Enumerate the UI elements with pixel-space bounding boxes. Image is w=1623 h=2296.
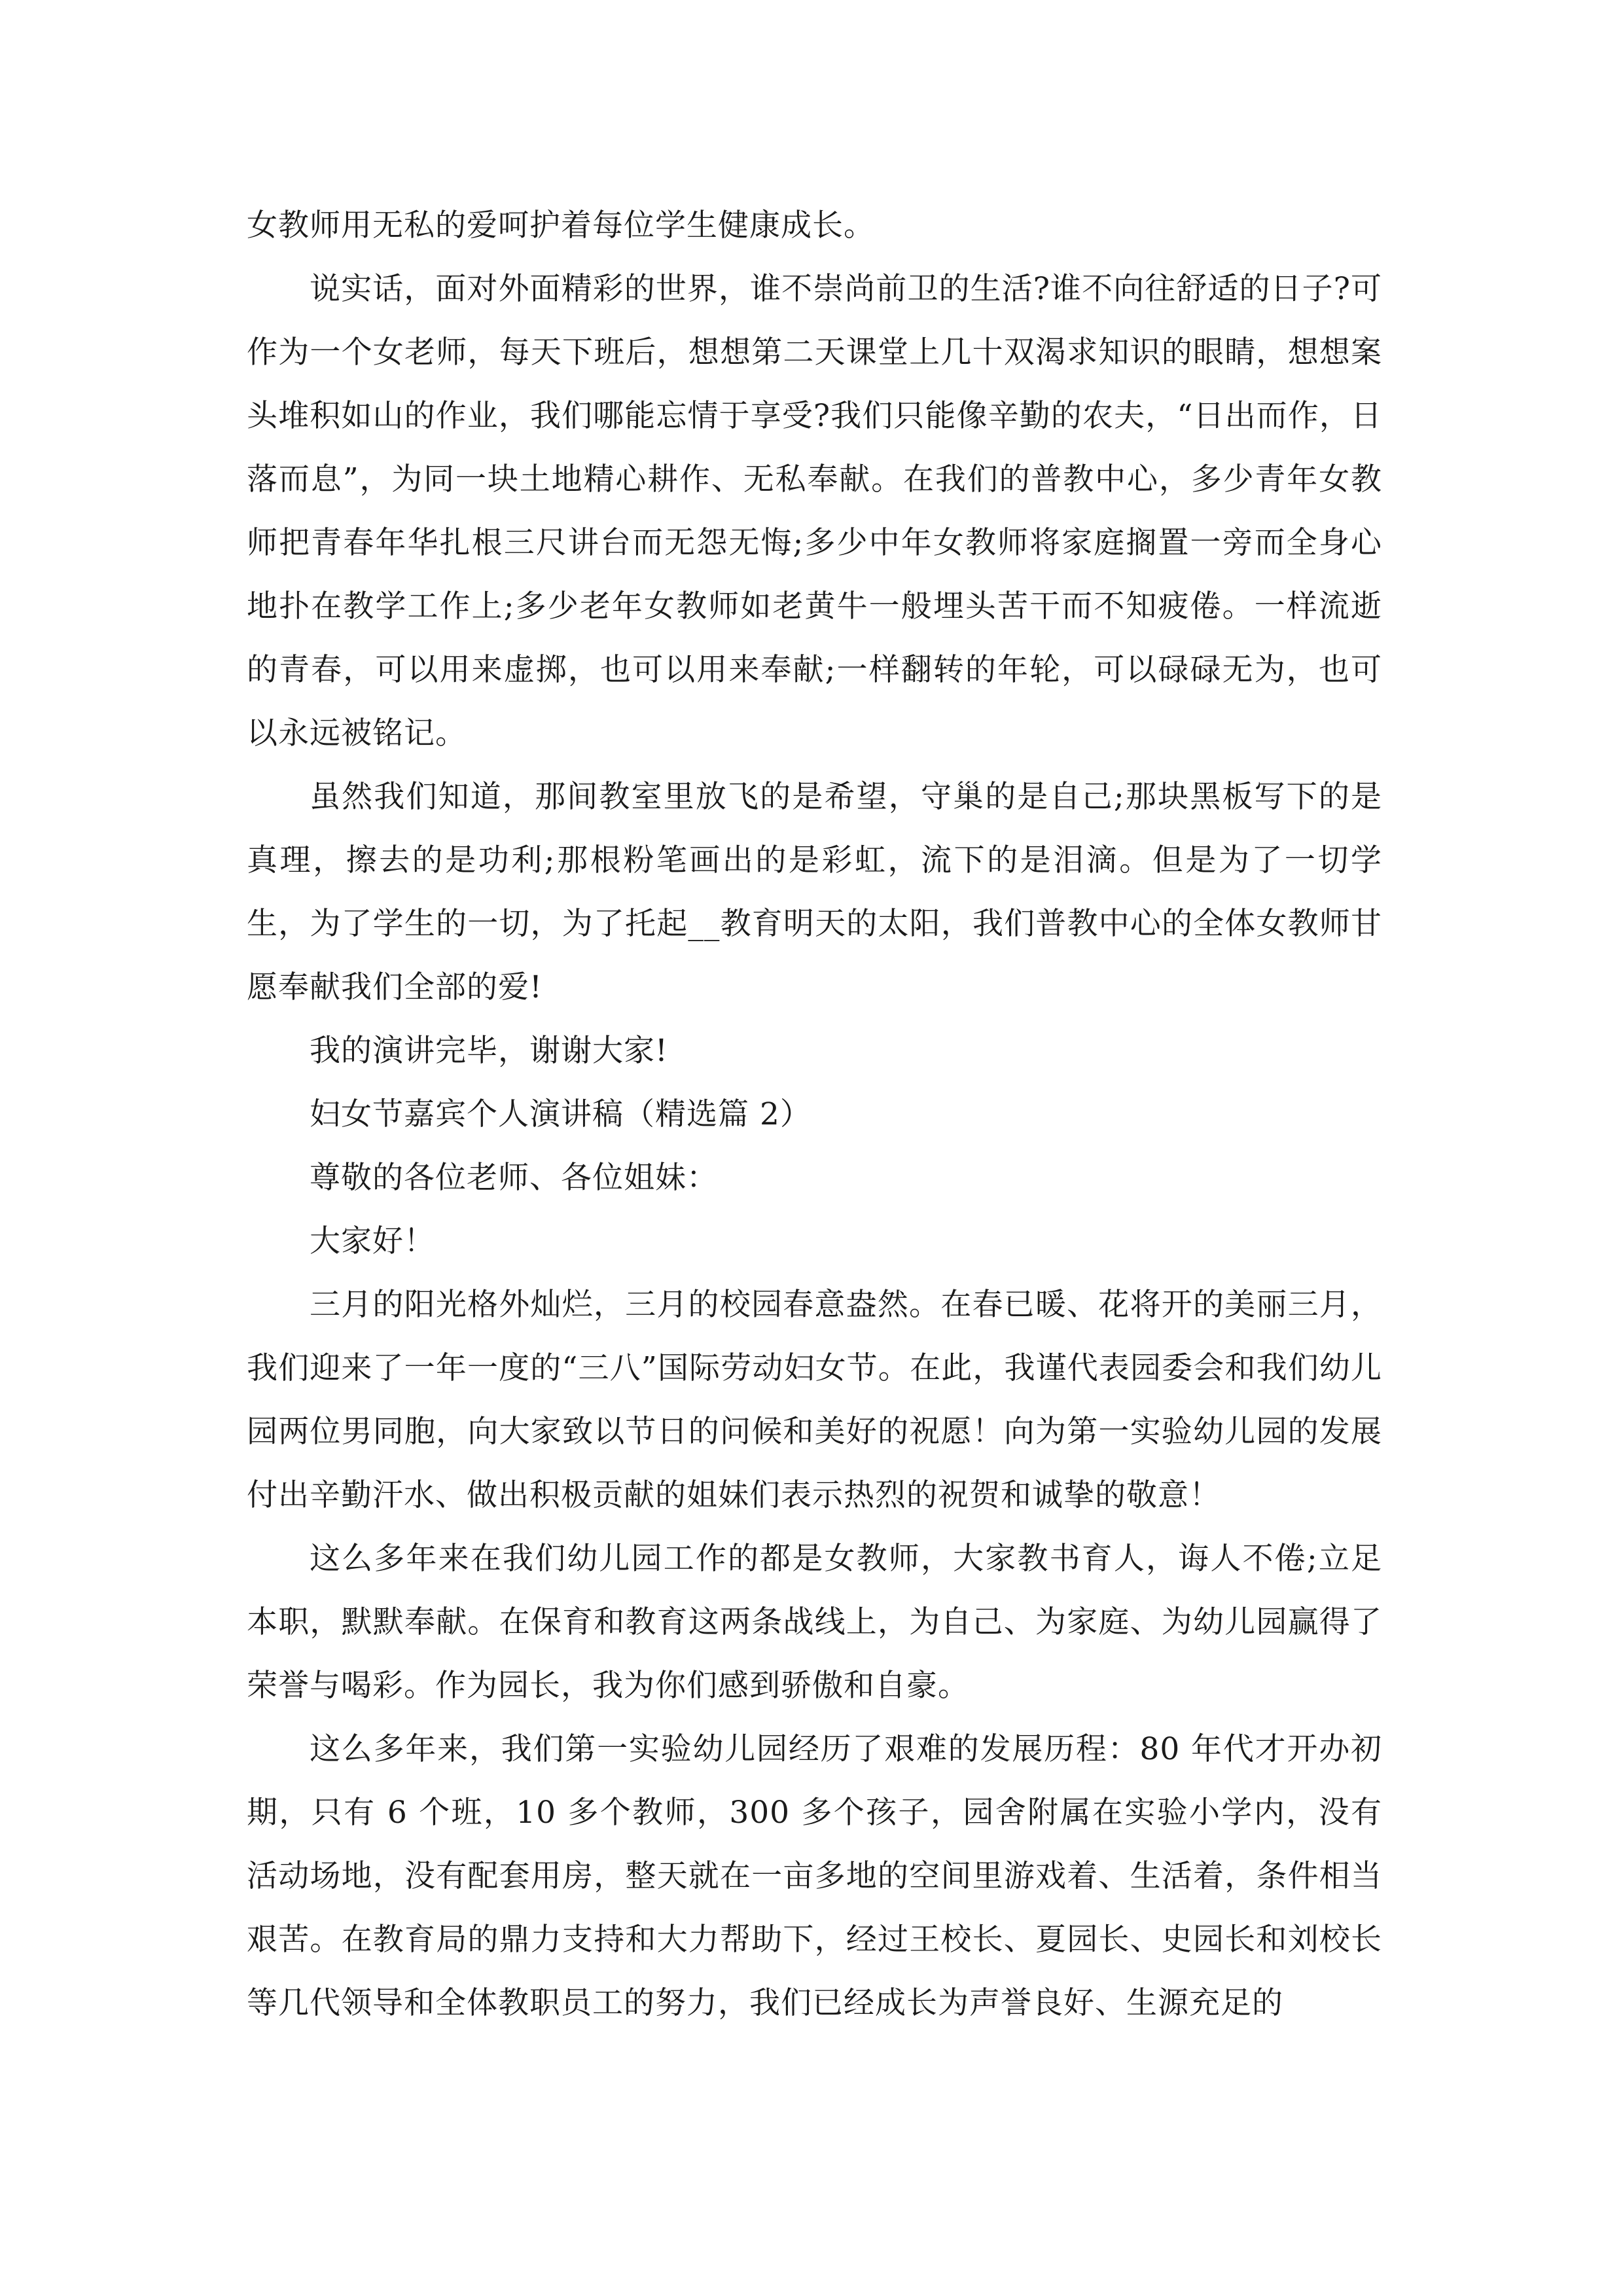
greeting: 大家好！: [310, 1223, 435, 1259]
paragraph: 虽然我们知道，那间教室里放飞的是希望，守巢的是自己;那块黑板写下的是真理，擦去的是功利;那根粉笔画出的是彩虹，流下的是泪滴。但是为了一切学生，为了学生的一切，为了托起__教育明天的太阳，我们普教中心的全体女教师甘愿奉献我们全部的爱!: [247, 779, 1382, 1005]
paragraph: 这么多年来在我们幼儿园工作的都是女教师，大家教书育人，诲人不倦;立足本职，默默奉献。在保育和教育这两条战线上，为自己、为家庭、为幼儿园赢得了荣誉与喝彩。作为园长，我为你们感到骄傲和自豪。: [247, 1541, 1382, 1704]
salutation: 尊敬的各位老师、各位姐妹：: [310, 1160, 718, 1196]
paragraph: 三月的阳光格外灿烂，三月的校园春意盎然。在春已暖、花将开的美丽三月，我们迎来了一年一度的“三八”国际劳动妇女节。在此，我谨代表园委会和我们幼儿园两位男同胞，向大家致以节日的问候和美好的祝愿！向为第一实验幼儿园的发展付出辛勤汗水、做出积极贡献的姐妹们表示热烈的祝贺和诚挚的敬意！: [247, 1287, 1382, 1513]
section-heading: 妇女节嘉宾个人演讲稿（精选篇 2）: [310, 1096, 812, 1132]
paragraph: 我的演讲完毕，谢谢大家!: [310, 1033, 668, 1069]
paragraph: 这么多年来，我们第一实验幼儿园经历了艰难的发展历程：80 年代才开办初期，只有 6 个班，10 多个教师，300 多个孩子，园舍附属在实验小学内，没有活动场地，没有配套用房，整天就在一亩多地的空间里游戏着、生活着，条件相当艰苦。在教育局的鼎力支持和大力帮助下，经过王校长、夏园长、史园长和刘校长等几代领导和全体教职员工的努力，我们已经成长为声誉良好、生源充足的: [247, 1731, 1382, 2021]
document-body: [247, 194, 1382, 2035]
paragraph: 女教师用无私的爱呵护着每位学生健康成长。: [247, 207, 875, 243]
paragraph: 说实话，面对外面精彩的世界，谁不崇尚前卫的生活?谁不向往舒适的日子?可作为一个女老师，每天下班后，想想第二天课堂上几十双渴求知识的眼睛，想想案头堆积如山的作业，我们哪能忘情于享受?我们只能像辛勤的农夫，“日出而作，日落而息”，为同一块土地精心耕作、无私奉献。在我们的普教中心，多少青年女教师把青春年华扎根三尺讲台而无怨无悔;多少中年女教师将家庭搁置一旁而全身心地扑在教学工作上;多少老年女教师如老黄牛一般埋头苦干而不知疲倦。一样流逝的青春，可以用来虚掷，也可以用来奉献;一样翻转的年轮，可以碌碌无为，也可以永远被铭记。: [247, 271, 1382, 751]
